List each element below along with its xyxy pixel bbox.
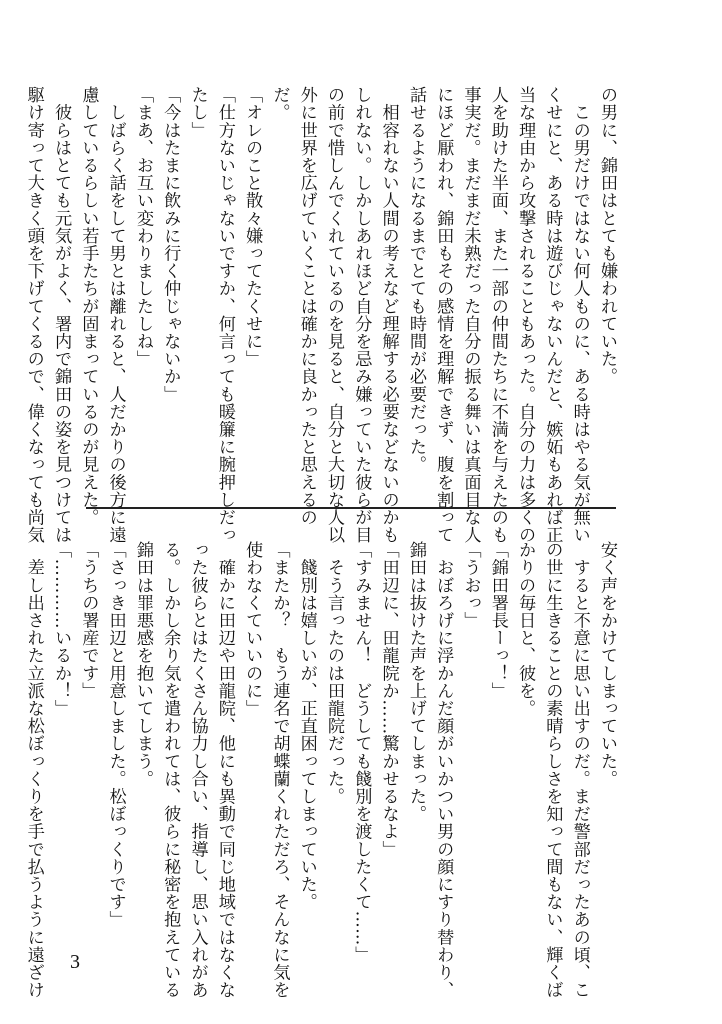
text-line: 錦田は抜けた声を上げてしまった。: [405, 541, 426, 823]
text-line: おぼろげに浮かんだ顔がいかつい男の顔にすり替わり、: [433, 541, 454, 999]
text-line: 「仕方ないじゃないですか、何言っても暖簾に腕押しだっ: [214, 86, 235, 544]
text-line: の男に、錦田はとても嫌われていた。: [597, 86, 617, 386]
text-line: 「うおっ」: [460, 541, 481, 629]
text-line: 「…………いるか！」: [51, 541, 72, 717]
text-line: 「田辺に、田龍院か……驚かせるなよ」: [378, 541, 399, 858]
text-line: 「錦田署長ーっ！」: [487, 541, 508, 700]
text-line: 「オレのこと散々嫌ってたくせに」: [242, 86, 263, 368]
text-line: 「すみません！ どうしても餞別を渡したくて……」: [351, 541, 372, 964]
text-line: 「うちの署産です」: [78, 541, 99, 700]
text-line: 駆け寄って大きく頭を下げてくるので、偉くなっても尚気: [23, 86, 44, 544]
page-number: 3: [70, 951, 80, 973]
text-line: にほど厭われ、錦田もその感情を理解できず、腹を割って: [433, 86, 454, 544]
text-line: しれない。しかしあれほど自分を忌み嫌っていた彼らが目: [351, 86, 372, 544]
text-line: る。しかし余り気を遣われては、彼らに秘密を抱えている: [160, 541, 181, 999]
text-line: 使わなくていいのに」: [242, 541, 263, 717]
text-line: すると不意に思い出すのだ。まだ警部だったあの頃、こ: [569, 541, 590, 999]
text-line: 外に世界を広げていくことは確かに良かったと思えるの: [296, 86, 317, 526]
text-line: 差し出された立派な松ぼっくりを手で払うように遠ざけ: [23, 541, 44, 999]
text-line: 人を助けた半面、また一部の仲間たちに不満を与えたのも: [487, 86, 508, 544]
lower-text-block: [23, 541, 620, 999]
text-line: たし」: [187, 86, 208, 139]
text-line: の世に生きることの素晴らしさを知って間もない、輝くば: [542, 541, 563, 999]
text-line: 「今はたまに飲みに行く仲じゃないか」: [160, 86, 181, 403]
text-line: 「またか？ もう連名で胡蝶蘭くれただろ、そんなに気を: [269, 541, 290, 999]
text-line: の前で惜しんでくれているのを見ると、自分と大切な人以: [324, 86, 345, 544]
upper-text-block: [23, 86, 620, 544]
text-line: この男だけではない何人ものに、ある時はやる気が無い: [569, 86, 590, 544]
text-line: 相容れない人間の考えなど理解する必要などないのかも: [378, 86, 399, 544]
text-line: 確かに田辺や田龍院、他にも異動で同じ地域ではなくな: [214, 541, 235, 999]
text-line: だ。: [269, 86, 290, 122]
text-line: った彼らとはたくさん協力し合い、指導し、思い入れがあ: [187, 541, 208, 999]
text-line: くせにと、ある時は遊びじゃないんだと、嫉妬もあれば正: [542, 86, 563, 544]
text-line: かりの毎日と、彼を。: [515, 541, 536, 717]
text-line: 慮しているらしい若手たちが固まっているのが見えた。: [78, 86, 99, 526]
text-line: 錦田は罪悪感を抱いてしまう。: [132, 541, 153, 788]
text-line: 「さっき田辺と用意しました。松ぼっくりです」: [105, 541, 126, 929]
text-line: 当な理由から攻撃されることもあった。自分の力は多くの: [515, 86, 536, 544]
text-line: 彼らはとても元気がよく、署内で錦田の姿を見つけては: [51, 86, 72, 544]
text-line: 安く声をかけてしまっていた。: [597, 541, 617, 788]
text-line: 餞別は嬉しいが、正直困ってしまっていた。: [296, 541, 317, 911]
text-line: しばらく話をして男とは離れると、人だかりの後方に遠: [105, 86, 126, 544]
text-line: そう言ったのは田龍院だった。: [324, 541, 345, 805]
text-line: 話せるようになるまでとても時間が必要だった。: [405, 86, 426, 474]
section-divider: [86, 507, 616, 509]
text-line: 事実だ。まだまだ未熟だった自分の振る舞いは真面目な人: [460, 86, 481, 544]
text-line: 「まあ、お互い変わりましたしね」: [132, 86, 153, 368]
